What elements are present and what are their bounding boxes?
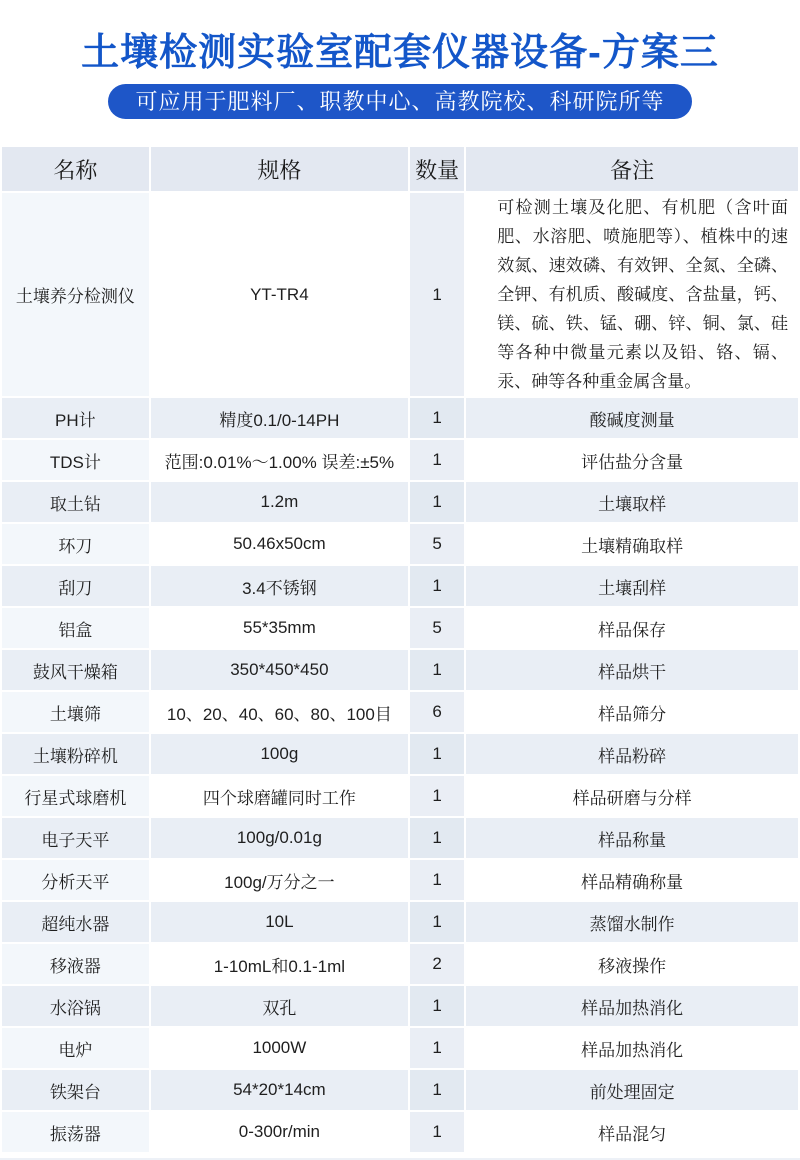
qty-cell: 1	[410, 1028, 464, 1068]
note-cell: 样品加热消化	[466, 1028, 798, 1068]
qty-cell: 1	[410, 734, 464, 774]
spec-cell: 1000W	[151, 1028, 408, 1068]
spec-cell: 100g/万分之一	[151, 860, 408, 900]
table-row	[2, 1112, 798, 1152]
qty-cell: 5	[410, 524, 464, 564]
spec-cell: 10L	[151, 902, 408, 942]
qty-cell: 6	[410, 692, 464, 732]
name-cell: 鼓风干燥箱	[2, 650, 149, 690]
name-cell: TDS计	[2, 440, 149, 480]
note-cell: 酸碱度测量	[466, 398, 798, 438]
note-cell: 移液操作	[466, 944, 798, 984]
spec-cell: 双孔	[151, 986, 408, 1026]
table-row	[2, 524, 798, 564]
note-cell: 样品研磨与分样	[466, 776, 798, 816]
col-header-qty: 数量	[410, 147, 464, 191]
name-cell: 电子天平	[2, 818, 149, 858]
name-cell: 水浴锅	[2, 986, 149, 1026]
note-cell: 样品称量	[466, 818, 798, 858]
name-cell: PH计	[2, 398, 149, 438]
name-cell: 土壤粉碎机	[2, 734, 149, 774]
table-row	[2, 692, 798, 732]
qty-cell: 1	[410, 776, 464, 816]
spec-cell: 精度0.1/0-14PH	[151, 398, 408, 438]
note-cell: 评估盐分含量	[466, 440, 798, 480]
table-row	[2, 650, 798, 690]
table-row	[2, 398, 798, 438]
note-cell: 土壤刮样	[466, 566, 798, 606]
qty-cell: 1	[410, 860, 464, 900]
col-header-name: 名称	[2, 147, 149, 191]
note-cell: 土壤精确取样	[466, 524, 798, 564]
table-row	[2, 1028, 798, 1068]
qty-cell: 1	[410, 193, 464, 396]
spec-cell: 50.46x50cm	[151, 524, 408, 564]
note-cell: 样品烘干	[466, 650, 798, 690]
name-cell: 环刀	[2, 524, 149, 564]
spec-cell: 10、20、40、60、80、100目	[151, 692, 408, 732]
spec-cell: 四个球磨罐同时工作	[151, 776, 408, 816]
table-row	[2, 1070, 798, 1110]
table-row	[2, 776, 798, 816]
note-cell: 样品精确称量	[466, 860, 798, 900]
note-cell: 样品混匀	[466, 1112, 798, 1152]
name-cell: 刮刀	[2, 566, 149, 606]
qty-cell: 1	[410, 1112, 464, 1152]
spec-cell: 350*450*450	[151, 650, 408, 690]
spec-cell: 100g	[151, 734, 408, 774]
equipment-table-body	[2, 193, 798, 1152]
subtitle-badge: 可应用于肥料厂、职教中心、高教院校、科研院所等	[108, 84, 691, 119]
qty-cell: 1	[410, 566, 464, 606]
note-cell: 样品保存	[466, 608, 798, 648]
table-row	[2, 986, 798, 1026]
note-cell: 土壤取样	[466, 482, 798, 522]
name-cell: 土壤筛	[2, 692, 149, 732]
table-row	[2, 482, 798, 522]
page	[0, 30, 800, 1160]
spec-cell: 1.2m	[151, 482, 408, 522]
qty-cell: 1	[410, 398, 464, 438]
table-row	[2, 944, 798, 984]
qty-cell: 1	[410, 1070, 464, 1110]
qty-cell: 1	[410, 440, 464, 480]
note-cell: 前处理固定	[466, 1070, 798, 1110]
note-cell: 蒸馏水制作	[466, 902, 798, 942]
qty-cell: 1	[410, 482, 464, 522]
qty-cell: 1	[410, 902, 464, 942]
name-cell: 行星式球磨机	[2, 776, 149, 816]
name-cell: 取土钻	[2, 482, 149, 522]
equipment-table	[0, 145, 800, 1154]
spec-cell: 0-300r/min	[151, 1112, 408, 1152]
spec-cell: YT-TR4	[151, 193, 408, 396]
spec-cell: 54*20*14cm	[151, 1070, 408, 1110]
note-cell: 样品筛分	[466, 692, 798, 732]
col-header-note: 备注	[466, 147, 798, 191]
table-row	[2, 734, 798, 774]
table-row	[2, 902, 798, 942]
name-cell: 振荡器	[2, 1112, 149, 1152]
spec-cell: 55*35mm	[151, 608, 408, 648]
note-cell: 样品粉碎	[466, 734, 798, 774]
table-row	[2, 860, 798, 900]
qty-cell: 5	[410, 608, 464, 648]
name-cell: 移液器	[2, 944, 149, 984]
spec-cell: 范围:0.01%～1.00% 误差:±5%	[151, 440, 408, 480]
subtitle-badge-wrap	[0, 84, 800, 119]
name-cell: 电炉	[2, 1028, 149, 1068]
note-cell: 样品加热消化	[466, 986, 798, 1026]
spec-cell: 100g/0.01g	[151, 818, 408, 858]
spec-cell: 1-10mL和0.1-1ml	[151, 944, 408, 984]
table-row	[2, 608, 798, 648]
spec-cell: 3.4不锈钢	[151, 566, 408, 606]
page-title: 土壤检测实验室配套仪器设备-方案三	[81, 32, 719, 74]
table-row	[2, 818, 798, 858]
table-row	[2, 193, 798, 396]
qty-cell: 1	[410, 650, 464, 690]
name-cell: 土壤养分检测仪	[2, 193, 149, 396]
name-cell: 铝盒	[2, 608, 149, 648]
name-cell: 铁架台	[2, 1070, 149, 1110]
qty-cell: 1	[410, 986, 464, 1026]
table-row	[2, 566, 798, 606]
name-cell: 超纯水器	[2, 902, 149, 942]
table-row	[2, 440, 798, 480]
qty-cell: 2	[410, 944, 464, 984]
name-cell: 分析天平	[2, 860, 149, 900]
note-cell: 可检测土壤及化肥、有机肥（含叶面肥、水溶肥、喷施肥等）、植株中的速效氮、速效磷、有效钾、全氮、全磷、全钾、有机质、酸碱度、含盐量，钙、镁、硫、铁、锰、硼、锌、铜、氯、硅等各种中微量元素以及铅、铬、镉、汞、砷等各种重金属含量。	[466, 193, 798, 396]
col-header-spec: 规格	[151, 147, 408, 191]
table-header-row	[2, 147, 798, 191]
qty-cell: 1	[410, 818, 464, 858]
